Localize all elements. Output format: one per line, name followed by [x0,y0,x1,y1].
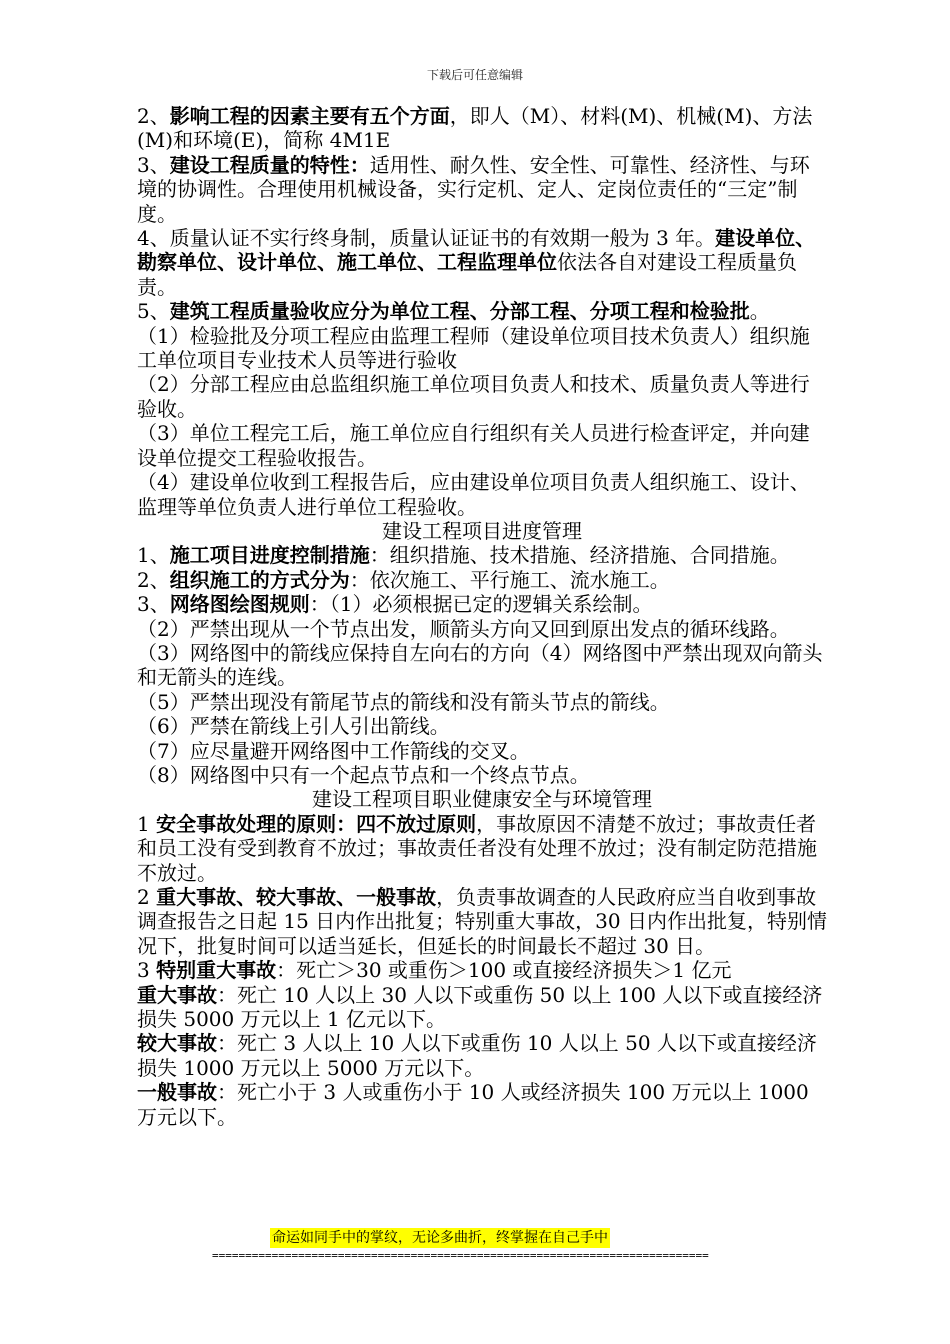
bold-text: 建设工程质量的特性： [169,152,370,177]
paragraph [137,372,827,421]
paragraph [137,1080,827,1129]
text-run: 依法各自对建设工程质量负责。 [137,250,797,299]
text-run: 建设工程项目职业健康安全与环境管理 [312,787,652,812]
text-run: （2）严禁出现从一个节点出发，顺箭头方向又回到原出发点的循环线路。 [137,616,790,641]
paragraph [137,568,827,592]
bold-text: 特别重大事故 [156,958,277,983]
text-run: （2）分部工程应由总监组织施工单位项目负责人和技术、质量负责人等进行验收。 [137,372,810,421]
text-run: （1）检验批及分项工程应由监理工程师（建设单位项目技术负责人）组织施工单位项目专业技术人员等进行验收 [137,323,810,373]
document-body [137,104,827,1129]
text-run: ：死亡 10 人以上 30 人以下或重伤 50 以上 100 人以下或直接经济损失 5000 万元以上 1 亿元以下。 [137,982,823,1032]
page-header: 下载后可任意编辑 [426,68,523,82]
text-run: 3、 [137,592,170,617]
section-heading [137,519,827,543]
paragraph [137,421,827,470]
paragraph [137,958,827,982]
text-run: （6）严禁在箭线上引人引出箭线。 [137,714,450,739]
paragraph [137,470,827,519]
text-run: 4、质量认证不实行终身制，质量认证证书的有效期一般为 3 年。 [137,226,716,251]
footer-quote: 命运如同手中的掌纹，无论多曲折，终掌握在自己手中 [272,1230,608,1246]
text-run: （8）网络图中只有一个起点节点和一个终点节点。 [137,762,590,787]
bold-text: 建筑工程质量验收应分为单位工程、分部工程、分项工程和检验批 [169,299,750,324]
text-run: （7）应尽量避开网络图中工作箭线的交叉。 [137,738,530,763]
paragraph [137,983,827,1032]
paragraph [137,641,827,690]
text-run: ：依次施工、平行施工、流水施工。 [349,567,670,592]
paragraph [137,299,827,323]
text-run: ：死亡＞30 或重伤＞100 或直接经济损失＞1 亿元 [276,958,732,983]
text-run: ，负责事故调查的人民政府应当自收到事故调查报告之日起 15 日内作出批复；特别重大事故，30 日内作出批复，特别情况下，批复时间可以适当延长，但延长的时间最长不超过 30 日。 [137,885,827,958]
paragraph [137,592,827,616]
text-run: ：死亡 3 人以上 10 人以下或重伤 10 人以上 50 人以下或直接经济损失 1000 万元以上 5000 万元以下。 [137,1031,817,1080]
paragraph [137,153,827,226]
text-run: ，事故原因不清楚不放过；事故责任者和员工没有受到教育不放过；事故责任者没有处理不放过；没有制定防范措施不放过。 [137,811,817,885]
text-run: 适用性、耐久性、安全性、可靠性、经济性、与环境的协调性。合理使用机械设备，实行定机、定人、定岗位责任的“三定”制度。 [137,152,810,226]
text-run: ：组织措施、技术措施、经济措施、合同措施。 [369,543,790,568]
paragraph [137,739,827,763]
bold-text: 安全事故处理的原则：四不放过原则 [156,811,477,836]
paragraph [137,714,827,738]
text-run: 2、 [137,567,170,592]
paragraph [137,812,827,885]
bold-text: 施工项目进度控制措施 [169,543,370,568]
text-run: （3）单位工程完工后，施工单位应自行组织有关人员进行检查评定，并向建设单位提交工程验收报告。 [137,421,810,470]
text-run: ，即人（M）、材料(M)、机械(M)、方法(M)和环境(E)，简称 4M1E [137,104,813,153]
text-run: 1 [137,811,157,836]
footer-rule: =========================================================================== [212,1249,709,1262]
paragraph [137,885,827,958]
paragraph [137,543,827,567]
paragraph [137,690,827,714]
text-run: （4）建设单位收到工程报告后，应由建设单位项目负责人组织施工、设计、监理等单位负责人进行单位工程验收。 [137,470,810,519]
text-run: 2 [137,885,157,909]
bold-text: 一般事故 [137,1080,217,1105]
text-run: 。 [749,299,770,324]
text-run: ：（1）必须根据已定的逻辑关系绘制。 [309,592,653,617]
text-run: 建设工程项目进度管理 [382,518,582,543]
paragraph [137,617,827,641]
bold-text: 较大事故 [137,1031,217,1056]
text-run: 1、 [137,543,170,568]
text-run: ：死亡小于 3 人或重伤小于 10 人或经济损失 100 万元以上 1000 万元以下。 [137,1080,809,1129]
bold-text: 组织施工的方式分为 [169,567,350,592]
text-run: （5）严禁出现没有箭尾节点的箭线和没有箭头节点的箭线。 [137,689,670,714]
text-run: 5、 [137,299,170,324]
text-run: （3）网络图中的箭线应保持自左向右的方向（4）网络图中严禁出现双向箭头和无箭头的连线。 [137,640,823,690]
text-run: 3、 [137,152,170,177]
bold-text: 建设单位、勘察单位、设计单位、施工单位、工程监理单位 [137,226,816,275]
paragraph [137,1031,827,1080]
section-heading [137,787,827,811]
bold-text: 网络图绘图规则 [169,592,310,617]
bold-text: 影响工程的因素主要有五个方面 [169,104,450,128]
paragraph [137,324,827,373]
bold-text: 重大事故 [137,982,217,1007]
paragraph [137,763,827,787]
paragraph [137,226,827,299]
paragraph [137,104,827,153]
text-run: 2、 [137,104,170,128]
text-run: 3 [137,958,157,983]
bold-text: 重大事故、较大事故、一般事故 [156,885,437,909]
